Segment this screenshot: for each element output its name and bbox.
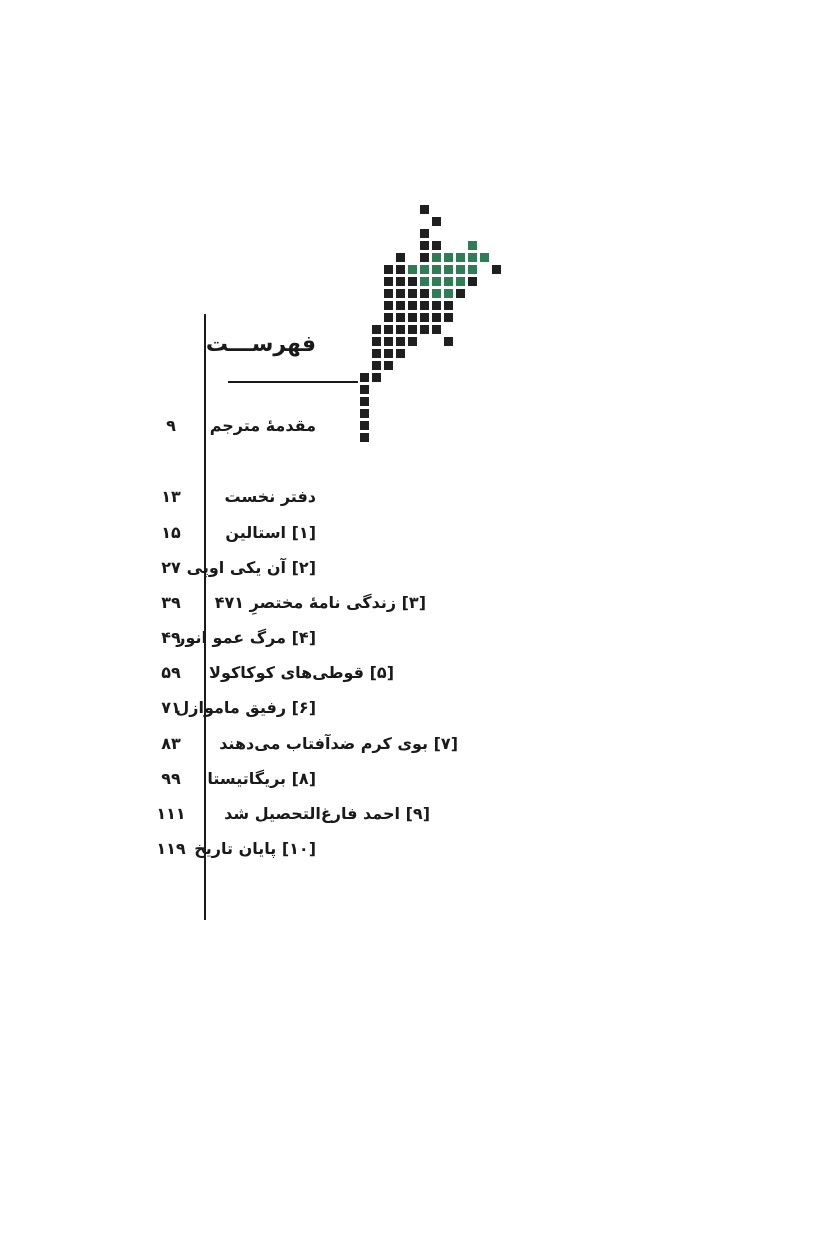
ornament-pixel: [480, 253, 489, 262]
ornament-pixel: [384, 313, 393, 322]
ornament-pixel: [444, 289, 453, 298]
ornament-pixel: [468, 277, 477, 286]
ornament-pixel: [384, 325, 393, 334]
ornament-pixel: [408, 277, 417, 286]
ornament-pixel: [360, 397, 369, 406]
toc-entry-title: [۱] استالین: [225, 523, 316, 542]
ornament-pixel: [396, 325, 405, 334]
toc-entry-title: [۸] بریگاتیستا: [207, 769, 316, 788]
toc-entry-title: [۵] قوطی‌های کوکاکولا: [209, 663, 394, 682]
ornament-pixel: [396, 313, 405, 322]
ornament-pixel: [384, 337, 393, 346]
ornament-pixel: [384, 265, 393, 274]
ornament-pixel: [432, 253, 441, 262]
ornament-pixel: [420, 241, 429, 250]
toc-entry-title: [۴] مرگ عمو انور: [176, 628, 316, 647]
ornament-pixel: [420, 325, 429, 334]
ornament-pixel: [444, 301, 453, 310]
toc-entry-title: [۳] زندگی نامهٔ مختصرِ ۴۷۱: [214, 593, 426, 612]
ornament-pixel: [384, 301, 393, 310]
ornament-pixel: [420, 313, 429, 322]
ornament-pixel: [408, 301, 417, 310]
toc-row: [0, 411, 816, 441]
ornament-pixel: [456, 253, 465, 262]
ornament-pixel: [384, 277, 393, 286]
toc-page-number: ۵۹: [161, 663, 181, 682]
toc-entry-title: [۶] رفیق ماموازل: [175, 698, 316, 717]
toc-row: [0, 729, 816, 759]
toc-row: [0, 553, 816, 583]
ornament-pixel: [468, 265, 477, 274]
ornament-pixel: [396, 277, 405, 286]
ornament-pixel: [384, 289, 393, 298]
ornament-pixel: [396, 253, 405, 262]
toc-page-number: ۹۹: [161, 769, 181, 788]
ornament-pixel: [396, 349, 405, 358]
ornament-pixel: [372, 373, 381, 382]
toc-page-number: ۹: [166, 416, 176, 435]
toc-row: [0, 518, 816, 548]
ornament-pixel: [420, 253, 429, 262]
toc-page-number: ۷۱: [161, 698, 181, 717]
toc-page-number: ۴۹: [161, 628, 181, 647]
ornament-pixel: [420, 229, 429, 238]
ornament-pixel: [408, 289, 417, 298]
toc-entry-title: [۲] آن یکی اوپی: [186, 558, 316, 577]
ornament-pixel: [408, 313, 417, 322]
ornament-pixel: [444, 253, 453, 262]
toc-entry-title: دفتر نخست: [224, 487, 316, 506]
ornament-pixel: [420, 205, 429, 214]
toc-page-number: ۳۹: [161, 593, 181, 612]
ornament-pixel: [444, 313, 453, 322]
ornament-pixel: [384, 349, 393, 358]
ornament-pixel: [468, 241, 477, 250]
ornament-pixel: [432, 217, 441, 226]
ornament-pixel: [432, 265, 441, 274]
toc-row: [0, 799, 816, 829]
ornament-pixel: [408, 337, 417, 346]
ornament-pixel: [372, 337, 381, 346]
ornament-pixel: [456, 265, 465, 274]
ornament-pixel: [420, 277, 429, 286]
ornament-pixel: [432, 241, 441, 250]
ornament-pixel: [372, 349, 381, 358]
ornament-pixel: [372, 325, 381, 334]
ornament-pixel: [432, 325, 441, 334]
toc-row: [0, 623, 816, 653]
ornament-pixel: [396, 337, 405, 346]
ornament-pixel: [420, 265, 429, 274]
ornament-pixel: [396, 301, 405, 310]
toc-page-number: ۱۵: [161, 523, 181, 542]
ornament-pixel: [384, 361, 393, 370]
ornament-pixel: [444, 265, 453, 274]
toc-entry-title: [۷] بوی کرم ضدآفتاب می‌دهند: [219, 734, 458, 753]
ornament-pixel: [360, 373, 369, 382]
toc-entry-title: [۱۰] پایان تاریخ: [194, 839, 316, 858]
ornament-pixel: [492, 265, 501, 274]
toc-row: [0, 588, 816, 618]
ornament-pixel: [432, 301, 441, 310]
ornament-pixel: [468, 253, 477, 262]
toc-entry-title: [۹] احمد فارغ‌التحصیل شد: [224, 804, 430, 823]
ornament-pixel: [372, 361, 381, 370]
ornament-pixel: [432, 289, 441, 298]
toc-entry-title: مقدمهٔ مترجم: [209, 416, 316, 435]
ornament-pixel: [360, 385, 369, 394]
toc-row: [0, 482, 816, 512]
toc-row: [0, 693, 816, 723]
ornament-pixel: [456, 277, 465, 286]
title-underline: [228, 381, 358, 383]
ornament-pixel: [408, 325, 417, 334]
toc-page-number: ۱۱۱: [156, 804, 186, 823]
ornament-pixel: [408, 265, 417, 274]
ornament-pixel: [432, 313, 441, 322]
ornament-pixel: [396, 289, 405, 298]
toc-row: [0, 764, 816, 794]
ornament-pixel: [432, 277, 441, 286]
toc-page-number: ۲۷: [161, 558, 181, 577]
toc-page-number: ۸۳: [161, 734, 181, 753]
ornament-pixel: [444, 277, 453, 286]
page-title: فهرســـت: [205, 332, 316, 357]
ornament-pixel: [396, 265, 405, 274]
toc-page-number: ۱۱۹: [156, 839, 186, 858]
ornament-pixel: [456, 289, 465, 298]
ornament-pixel: [444, 337, 453, 346]
toc-row: [0, 834, 816, 864]
ornament-pixel: [420, 289, 429, 298]
ornament-pixel: [420, 301, 429, 310]
toc-row: [0, 658, 816, 688]
toc-page-number: ۱۳: [161, 487, 181, 506]
